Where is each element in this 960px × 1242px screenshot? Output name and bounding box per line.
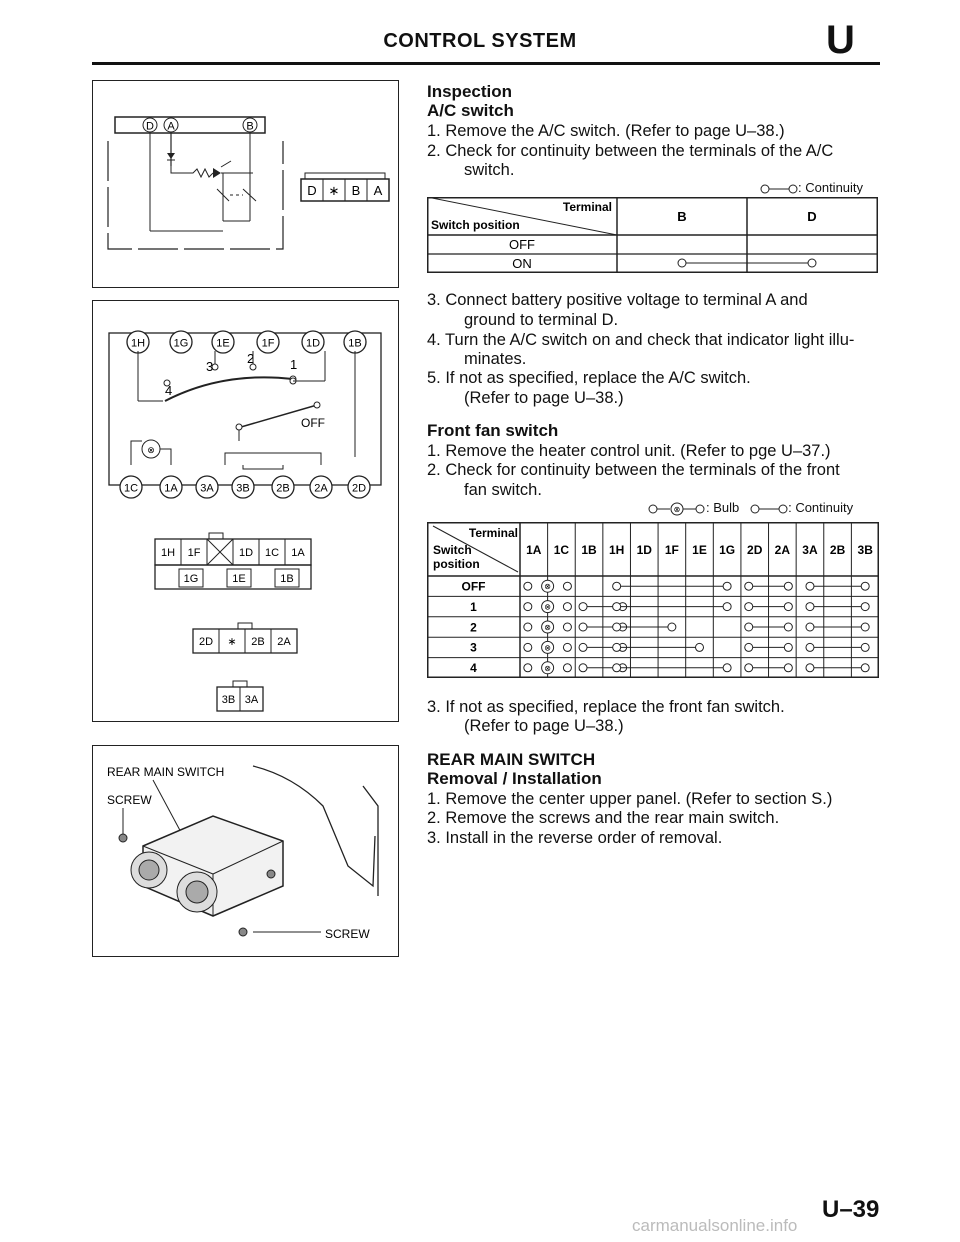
rear-step-3: 3. Install in the reverse order of removal. — [427, 829, 723, 847]
connector-cell: 2B — [251, 636, 265, 648]
terminal-label: 1C — [123, 482, 139, 495]
screw-label-bottom: SCREW — [325, 927, 370, 941]
fan-col-header: 1E — [692, 543, 707, 557]
fan-col-header: 1H — [608, 543, 625, 557]
svg-text:⊗: ⊗ — [544, 643, 551, 653]
terminal-label: 1D — [305, 337, 321, 350]
fan-col-header: 1D — [636, 543, 652, 557]
continuity-node — [723, 582, 731, 590]
ac-step-5: 5. If not as specified, replace the A/C switch. — [427, 369, 751, 387]
ac-row-on: ON — [512, 256, 532, 271]
fan-row-label: 1 — [470, 599, 477, 614]
off-label: OFF — [301, 416, 325, 430]
continuity-node — [579, 664, 587, 672]
bulb-icon: ⊗ — [147, 445, 155, 455]
continuity-node — [678, 259, 686, 267]
rear-step-1: 1. Remove the center upper panel. (Refer to section S.) — [427, 790, 833, 808]
ac-step-4-cont: minates. — [464, 350, 527, 368]
continuity-node — [861, 664, 869, 672]
rear-main-switch-illustration — [93, 746, 398, 956]
continuity-node — [723, 603, 731, 611]
fan-col-header: 1G — [719, 543, 736, 557]
continuity-node — [861, 643, 869, 651]
continuity-node — [563, 582, 571, 590]
terminal-label: 1E — [216, 337, 230, 350]
fan-col-header: 2D — [747, 543, 763, 557]
continuity-node — [784, 643, 792, 651]
fan-step-2-cont: fan switch. — [464, 481, 542, 499]
terminal-label: 1H — [130, 337, 146, 350]
continuity-node — [861, 582, 869, 590]
fan-row-label: 3 — [470, 640, 477, 655]
fan-step-3: 3. If not as specified, replace the front fan switch. — [427, 698, 785, 716]
terminal-label: 2A — [314, 482, 328, 495]
ac-continuity-table — [427, 197, 878, 273]
inspection-heading: Inspection — [427, 82, 513, 101]
fan-col-header: 3B — [857, 543, 873, 557]
connector-cell: B — [351, 183, 361, 198]
fan-col-header: 1C — [553, 543, 570, 557]
continuity-node — [861, 603, 869, 611]
fan-continuity-table — [427, 522, 879, 678]
legend-continuity-text: : Continuity — [798, 180, 864, 195]
position-2: 2 — [247, 351, 255, 366]
terminal-label: 1B — [348, 337, 362, 350]
continuity-node — [613, 603, 621, 611]
terminal-label: 1A — [164, 482, 178, 495]
fan-legend — [648, 500, 853, 516]
continuity-node — [806, 643, 814, 651]
rear-main-switch-label: REAR MAIN SWITCH — [107, 765, 225, 779]
position-1: 1 — [290, 357, 298, 372]
terminal-label: 1G — [173, 337, 189, 350]
terminal-label: 2D — [351, 482, 367, 495]
connector-cell: 3A — [244, 694, 259, 706]
fan-row-label: 2 — [470, 620, 477, 635]
fan-step-1: 1. Remove the heater control unit. (Refer to pge U–37.) — [427, 442, 831, 460]
fan-col-header: 1F — [664, 543, 679, 557]
connector-cell: 2D — [198, 636, 214, 648]
position-4: 4 — [165, 383, 173, 398]
front-fan-heading: Front fan switch — [427, 421, 559, 440]
continuity-node — [613, 664, 621, 672]
connector-cell: 1F — [187, 547, 201, 559]
terminal-label: 3A — [200, 482, 214, 495]
fan-col-header: 3A — [802, 543, 818, 557]
fan-col-header: 2A — [774, 543, 791, 557]
watermark: carmanualsonline.info — [632, 1216, 798, 1235]
connector-cell: 1D — [238, 547, 254, 559]
ac-step-3-cont: ground to terminal D. — [464, 311, 619, 329]
continuity-node — [745, 643, 753, 651]
rear-main-subheading: Removal / Installation — [427, 769, 602, 788]
ac-step-5-cont: (Refer to page U–38.) — [464, 389, 624, 407]
continuity-node — [579, 603, 587, 611]
header-rule — [92, 62, 880, 65]
continuity-node — [784, 664, 792, 672]
section-letter: U — [826, 18, 855, 62]
svg-text:⊗: ⊗ — [544, 663, 551, 673]
continuity-node — [563, 603, 571, 611]
fan-switch-circuit-diagram — [93, 301, 398, 721]
continuity-node — [668, 623, 676, 631]
ac-switch-circuit-diagram — [93, 81, 398, 287]
position-3: 3 — [206, 359, 214, 374]
fan-col-header: 1B — [581, 543, 597, 557]
connector-cell: A — [373, 183, 383, 198]
ac-step-2-cont: switch. — [464, 161, 515, 179]
continuity-node — [784, 623, 792, 631]
svg-text:⊗: ⊗ — [544, 602, 551, 612]
continuity-node — [806, 623, 814, 631]
continuity-node — [524, 643, 532, 651]
svg-text:⊗: ⊗ — [544, 623, 551, 632]
screw-label-top: SCREW — [107, 793, 152, 807]
connector-cell: 1C — [264, 547, 280, 559]
ac-switch-heading: A/C switch — [427, 101, 514, 120]
connector-cell: D — [307, 183, 317, 198]
connector-cell: 1A — [291, 547, 305, 559]
connector-cell: 3B — [221, 694, 236, 706]
ac-continuity-legend — [760, 180, 863, 195]
connector-cell: 1B — [280, 573, 294, 585]
connector-cell: 1H — [160, 547, 176, 559]
terminal-label: 3B — [236, 482, 250, 495]
continuity-node — [563, 623, 571, 631]
legend-bulb-text: : Bulb — [706, 500, 740, 515]
continuity-node — [524, 603, 532, 611]
svg-text:⊗: ⊗ — [544, 582, 551, 592]
terminal-label: 1F — [261, 337, 275, 350]
page-number: U–39 — [822, 1196, 880, 1223]
circuit-label-d: D — [146, 120, 154, 133]
continuity-node — [579, 623, 587, 631]
rear-main-heading: REAR MAIN SWITCH — [427, 750, 596, 769]
continuity-node — [745, 582, 753, 590]
continuity-node — [745, 603, 753, 611]
ac-step-3: 3. Connect battery positive voltage to terminal A and — [427, 291, 808, 309]
fan-switch-figure — [92, 300, 399, 722]
connector-cell: ∗ — [227, 636, 237, 648]
ac-col-b: B — [677, 209, 687, 224]
continuity-node — [806, 664, 814, 672]
ac-step-2: 2. Check for continuity between the terminals of the A/C — [427, 142, 834, 160]
fan-row-label: 4 — [470, 661, 477, 676]
ac-step-1: 1. Remove the A/C switch. (Refer to page U–38.) — [427, 122, 785, 140]
continuity-node — [613, 623, 621, 631]
continuity-node — [784, 603, 792, 611]
continuity-node — [563, 643, 571, 651]
fan-table-corner-terminal: Terminal — [468, 526, 518, 540]
ac-table-corner-position: Switch position — [431, 218, 520, 232]
continuity-node — [806, 582, 814, 590]
fan-col-header: 2B — [829, 543, 846, 557]
continuity-node — [579, 643, 587, 651]
fan-step-3-cont: (Refer to page U–38.) — [464, 717, 624, 735]
continuity-node — [806, 603, 814, 611]
continuity-node — [723, 664, 731, 672]
legend-continuity-text: : Continuity — [788, 500, 854, 515]
fan-table-corner-position: position — [433, 557, 480, 571]
continuity-node — [524, 664, 532, 672]
ac-switch-figure — [92, 80, 399, 288]
continuity-node — [745, 623, 753, 631]
connector-cell: 1E — [232, 573, 246, 585]
fan-row-label: OFF — [461, 579, 486, 594]
continuity-node — [808, 259, 816, 267]
continuity-node — [696, 643, 704, 651]
ac-col-d: D — [807, 209, 817, 224]
fan-col-header: 1A — [526, 543, 542, 557]
fan-step-2: 2. Check for continuity between the terminals of the front — [427, 461, 840, 479]
connector-cell: 1G — [183, 573, 199, 585]
continuity-node — [524, 623, 532, 631]
continuity-node — [745, 664, 753, 672]
connector-cell: 2A — [277, 636, 291, 648]
continuity-node — [613, 582, 621, 590]
continuity-node — [613, 643, 621, 651]
fan-table-corner-switch: Switch — [433, 543, 472, 557]
continuity-node — [563, 664, 571, 672]
page-title: CONTROL SYSTEM — [383, 30, 577, 52]
circuit-label-b: B — [246, 120, 254, 133]
rear-main-switch-figure — [92, 745, 399, 957]
connector-cell: ∗ — [328, 183, 340, 198]
ac-step-4: 4. Turn the A/C switch on and check that indicator light illu- — [427, 331, 855, 349]
ac-row-off: OFF — [509, 237, 535, 252]
rear-step-2: 2. Remove the screws and the rear main switch. — [427, 809, 780, 827]
continuity-node — [524, 582, 532, 590]
continuity-node — [784, 582, 792, 590]
continuity-node — [861, 623, 869, 631]
terminal-label: 2B — [276, 482, 290, 495]
svg-text:⊗: ⊗ — [673, 504, 681, 514]
ac-table-corner-terminal: Terminal — [562, 200, 612, 214]
circuit-label-a: A — [167, 120, 175, 133]
